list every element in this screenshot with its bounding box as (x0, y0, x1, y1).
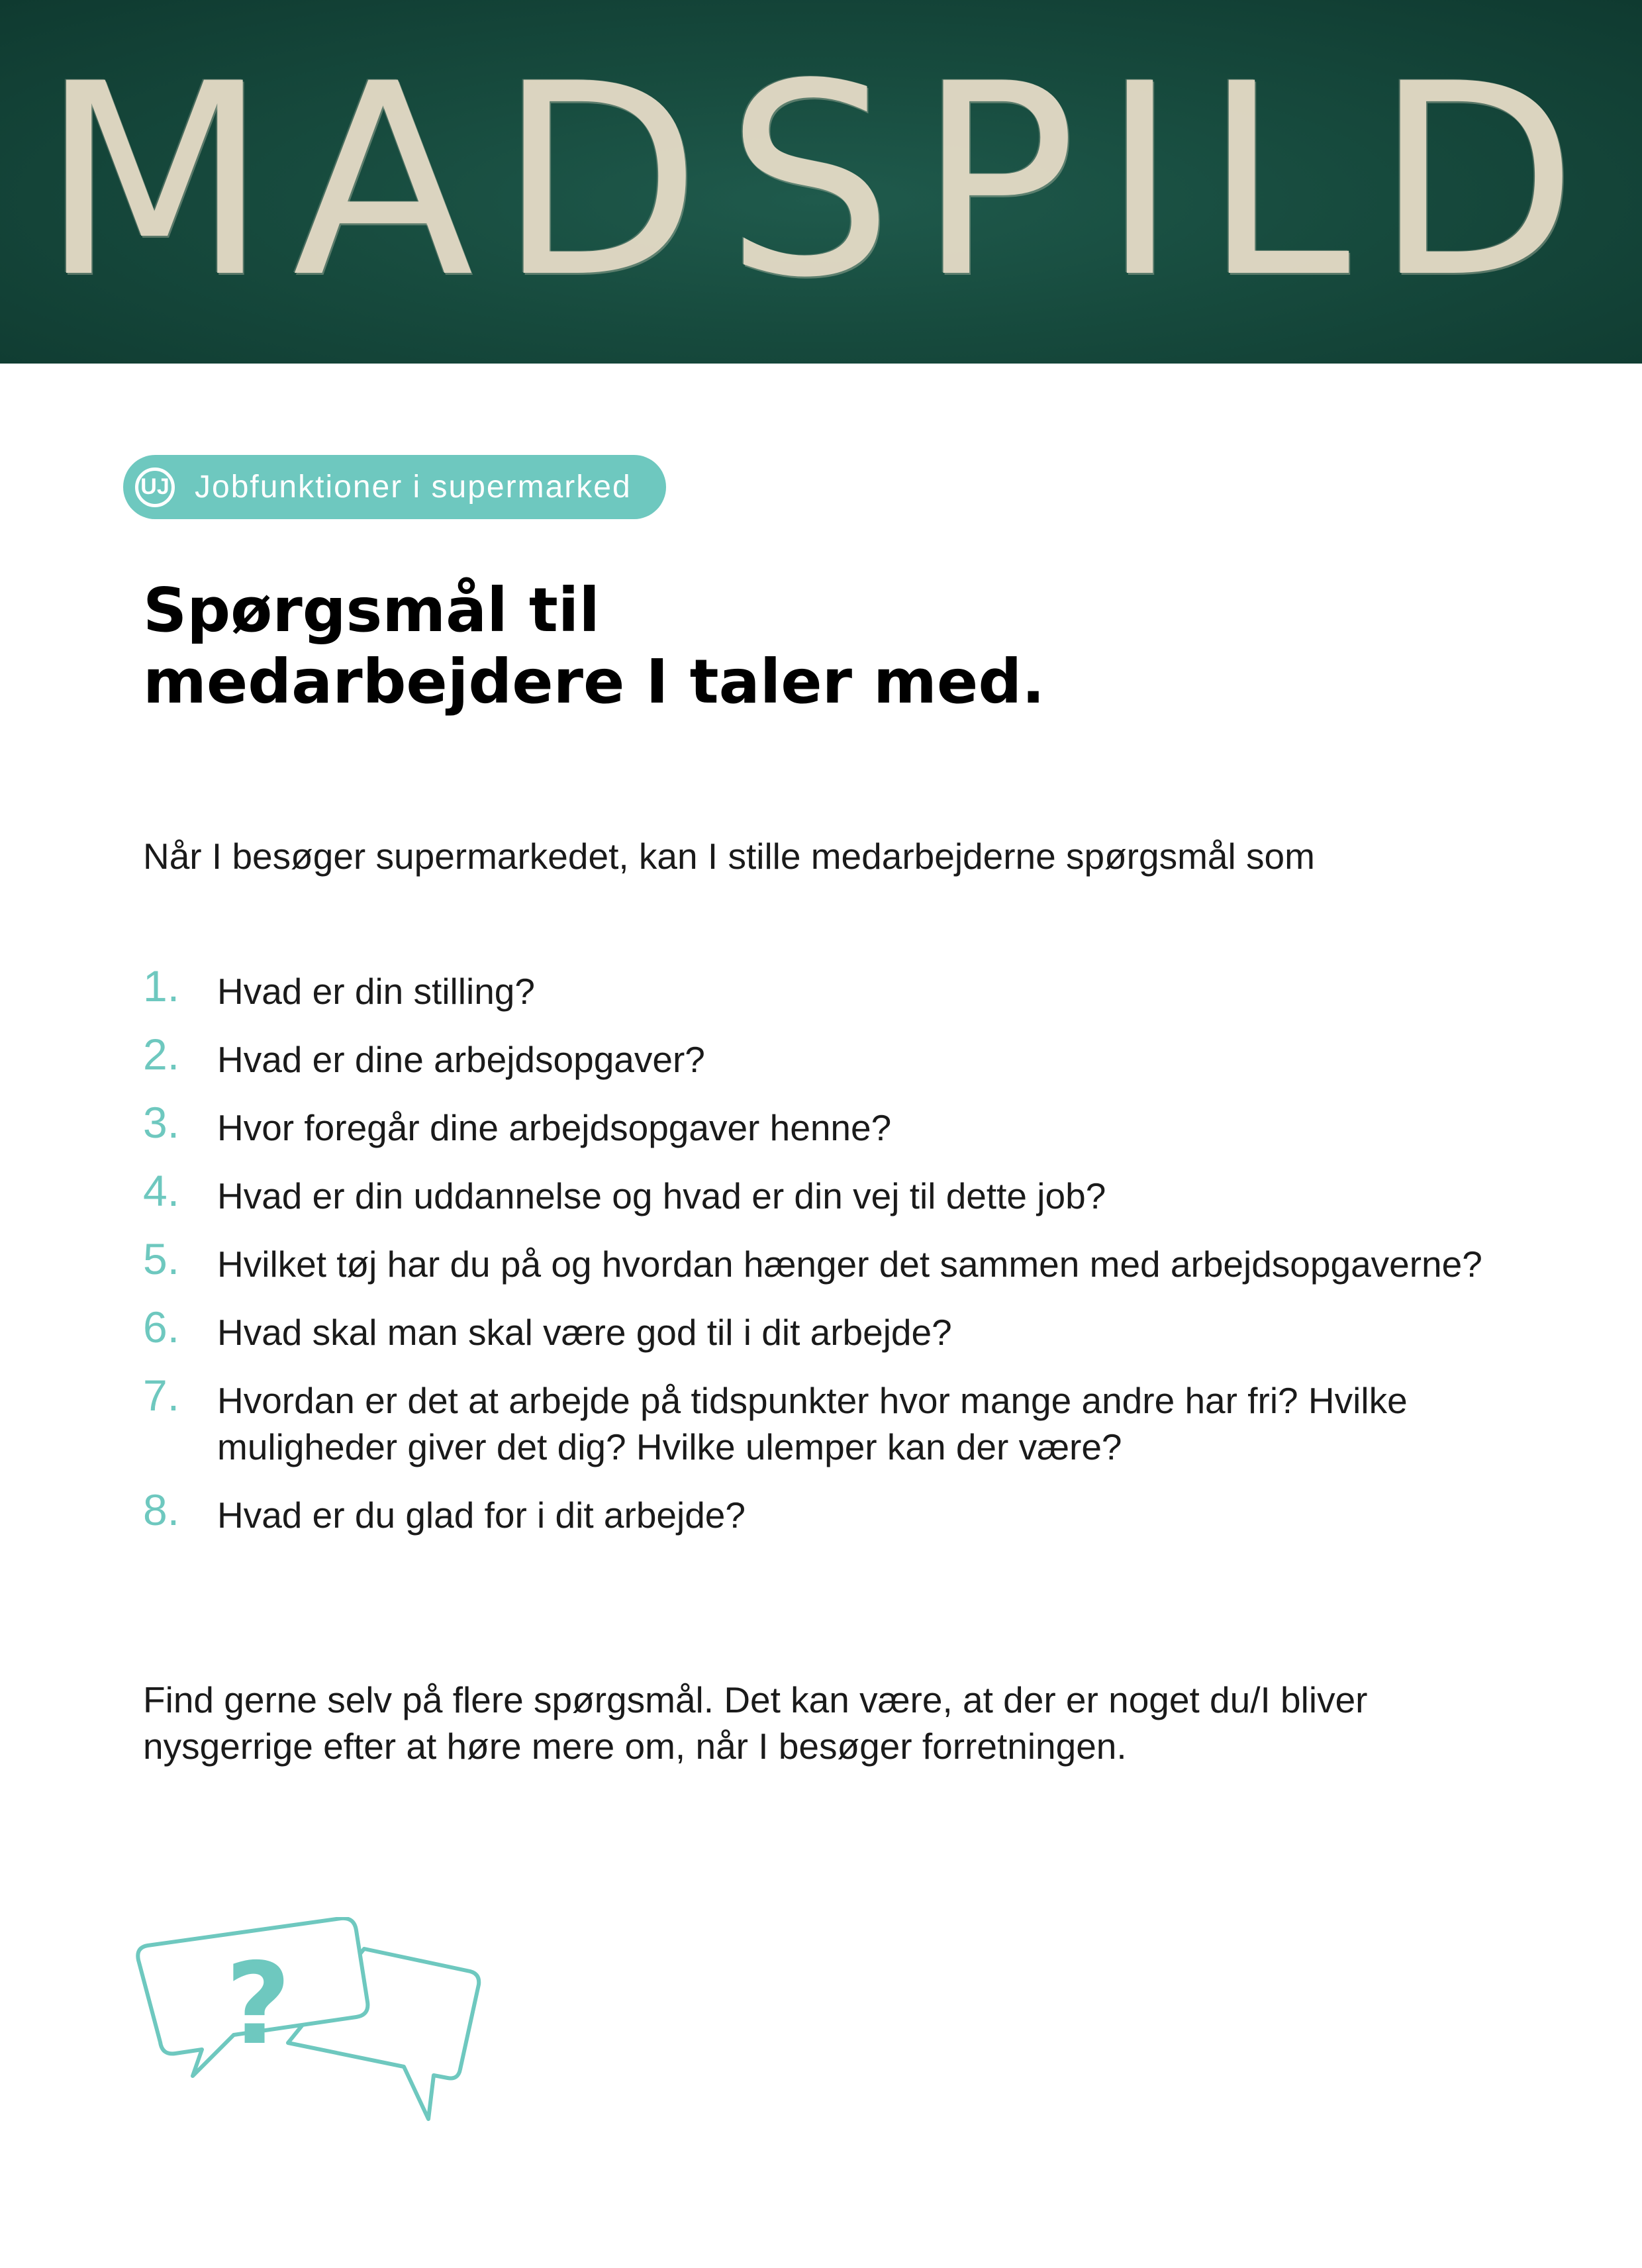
page-title-line-1: Spørgsmål til (143, 575, 600, 646)
page-title-line-2: medarbejdere I taler med. (143, 646, 1045, 717)
question-number: 4. (143, 1166, 180, 1215)
question-number: 1. (143, 961, 180, 1011)
question-list (143, 961, 1533, 1560)
intro-text: Når I besøger supermarkedet, kan I stille medarbejderne spørgsmål som (143, 836, 1315, 877)
question-number: 2. (143, 1030, 180, 1079)
question-text: Hvad er din stilling? (217, 971, 535, 1012)
question-mark-icon: ? (225, 1939, 291, 2070)
outro-text: Find gerne selv på flere spørgsmål. Det kan være, at der er noget du/I bliver nysgerrige efter at høre mere om, når I besøger forretningen. (143, 1679, 1368, 1767)
speech-bubbles-question-icon (136, 1917, 493, 2149)
page-title (143, 575, 1467, 718)
question-number: 6. (143, 1303, 180, 1352)
question-item (143, 1098, 1533, 1151)
question-text: Hvad er dine arbejdsopgaver? (217, 1039, 705, 1080)
question-item (143, 1166, 1533, 1219)
question-item (143, 1234, 1533, 1287)
question-text: Hvad er din uddannelse og hvad er din vej til dette job? (217, 1175, 1106, 1216)
banner-title: MADSPILD (40, 28, 1602, 336)
category-chip (123, 455, 666, 519)
question-text: Hvor foregår dine arbejdsopgaver henne? (217, 1107, 892, 1148)
question-text: Hvordan er det at arbejde på tidspunkter hvor mange andre har fri? Hvilke muligheder giver det dig? Hvilke ulemper kan der være? (217, 1380, 1408, 1467)
question-number: 7. (143, 1371, 180, 1420)
question-item (143, 1303, 1533, 1356)
category-chip-label: Jobfunktioner i supermarked (195, 469, 632, 505)
question-text: Hvad er du glad for i dit arbejde? (217, 1495, 746, 1536)
question-text: Hvad skal man skal være god til i dit arbejde? (217, 1312, 952, 1353)
question-item (143, 1485, 1533, 1538)
question-item (143, 961, 1533, 1014)
question-item (143, 1371, 1533, 1470)
question-text: Hvilket tøj har du på og hvordan hænger det sammen med arbejdsopgaverne? (217, 1244, 1482, 1285)
header-banner (0, 0, 1642, 364)
question-number: 8. (143, 1485, 180, 1534)
question-number: 5. (143, 1234, 180, 1283)
question-item (143, 1030, 1533, 1083)
uj-logo-icon: UJ (135, 468, 175, 507)
question-number: 3. (143, 1098, 180, 1147)
